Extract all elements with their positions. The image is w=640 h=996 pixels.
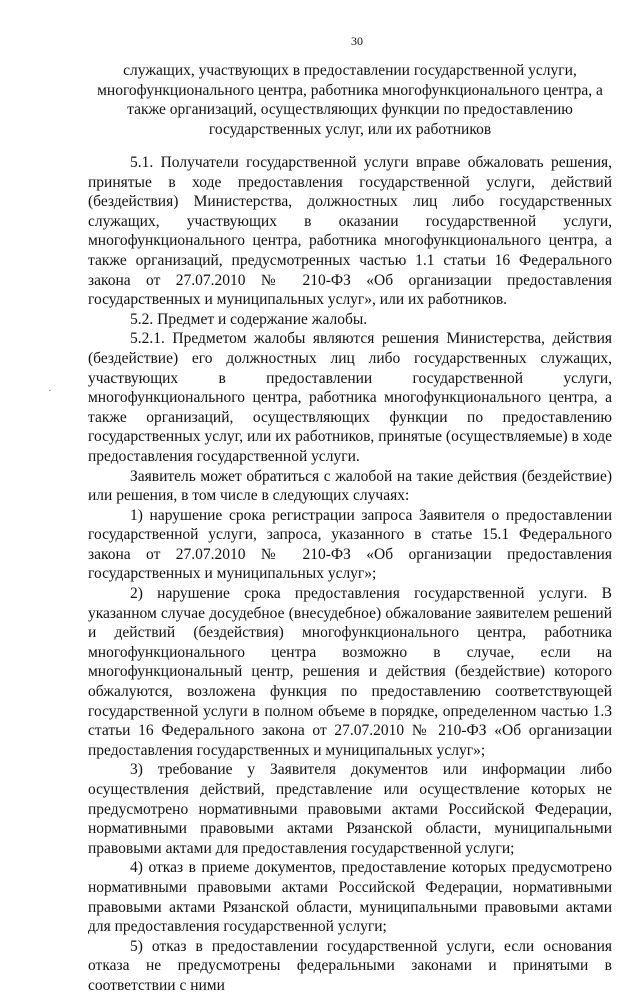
list-item-4: 4) отказ в приеме документов, предоставление которых предусмотрено нормативными правовыми актами Российской Федерации, нормативными правовыми актами Рязанской области, муниципальными правовыми актами для предоставления государственной услуги; bbox=[88, 859, 612, 936]
section-heading: служащих, участвующих в предоставлении государственной услуги, многофункционального центра, работника многофункционального центра, а также организаций, осуществляющих функции по предоставлению государственных услуг, или их работников bbox=[97, 62, 603, 138]
paragraph-5-2: 5.2. Предмет и содержание жалобы. bbox=[130, 310, 368, 328]
list-item-1: 1) нарушение срока регистрации запроса Заявителя о предоставлении государственной услуги, запроса, указанного в статье 15.1 Федерального закона от 27.07.2010 № 210-ФЗ «Об организации предоставления государственных и муниципальных услуг»; bbox=[88, 506, 612, 583]
list-item-5: 5) отказ в предоставлении государственной услуги, если основания отказа не предусмотрены федеральными законами и принятыми в соответствии с ними bbox=[88, 937, 612, 994]
paragraph-applicant: Заявитель может обратиться с жалобой на такие действия (бездействие) или решения, в том числе в следующих случаях: bbox=[88, 467, 612, 505]
list-item-2: 2) нарушение срока предоставления государственной услуги. В указанном случае досудебное (внесудебное) обжалование заявителем решений и действий (бездействия) многофункционального центра, работника многофункционального центра возможно в случае, если на многофункциональный центр, решения и действия (бездействие) которого обжалуются, возложена функция по предоставлению соответствующей государственной услуги в полном объеме в порядке, определенном частью 1.3 статьи 16 Федерального закона от 27.07.2010 № 210-ФЗ «Об организации предоставления государственных и муниципальных услуг»; bbox=[88, 585, 612, 759]
paragraph-5-1: 5.1. Получатели государственной услуги вправе обжаловать решения, принятые в ходе предоставления государственной услуги, действий (бездействия) Министерства, должностных лиц либо государственных служащих, участвующих в оказании государственной услуги, многофункционального центра, работника многофункционального центра, а также организаций, предусмотренных частью 1.1 статьи 16 Федерального закона от 27.07.2010 № 210-ФЗ «Об организации предоставления государственных и муниципальных услуг», или их работников. bbox=[88, 154, 612, 309]
list-item-3: 3) требование у Заявителя документов или информации либо осуществления действий, представление или осуществление которых не предусмотрено нормативными правовыми актами Российской Федерации, нормативными правовыми актами Рязанской области, муниципальными правовыми актами для предоставления государственной услуги; bbox=[88, 761, 612, 857]
page-number: 30 bbox=[351, 34, 363, 48]
document-body bbox=[88, 153, 612, 996]
paragraph-5-2-1: 5.2.1. Предметом жалобы являются решения Министерства, действия (бездействие) его должностных лиц либо государственных служащих, участвующих в предоставлении государственной услуги, многофункционального центра, работника многофункционального центра, а также организаций, осуществляющих функции по предоставлению государственных услуг, или их работников, принятые (осуществляемые) в ходе предоставления государственной услуги. bbox=[88, 330, 612, 465]
scan-margin-mark: · bbox=[48, 385, 52, 397]
